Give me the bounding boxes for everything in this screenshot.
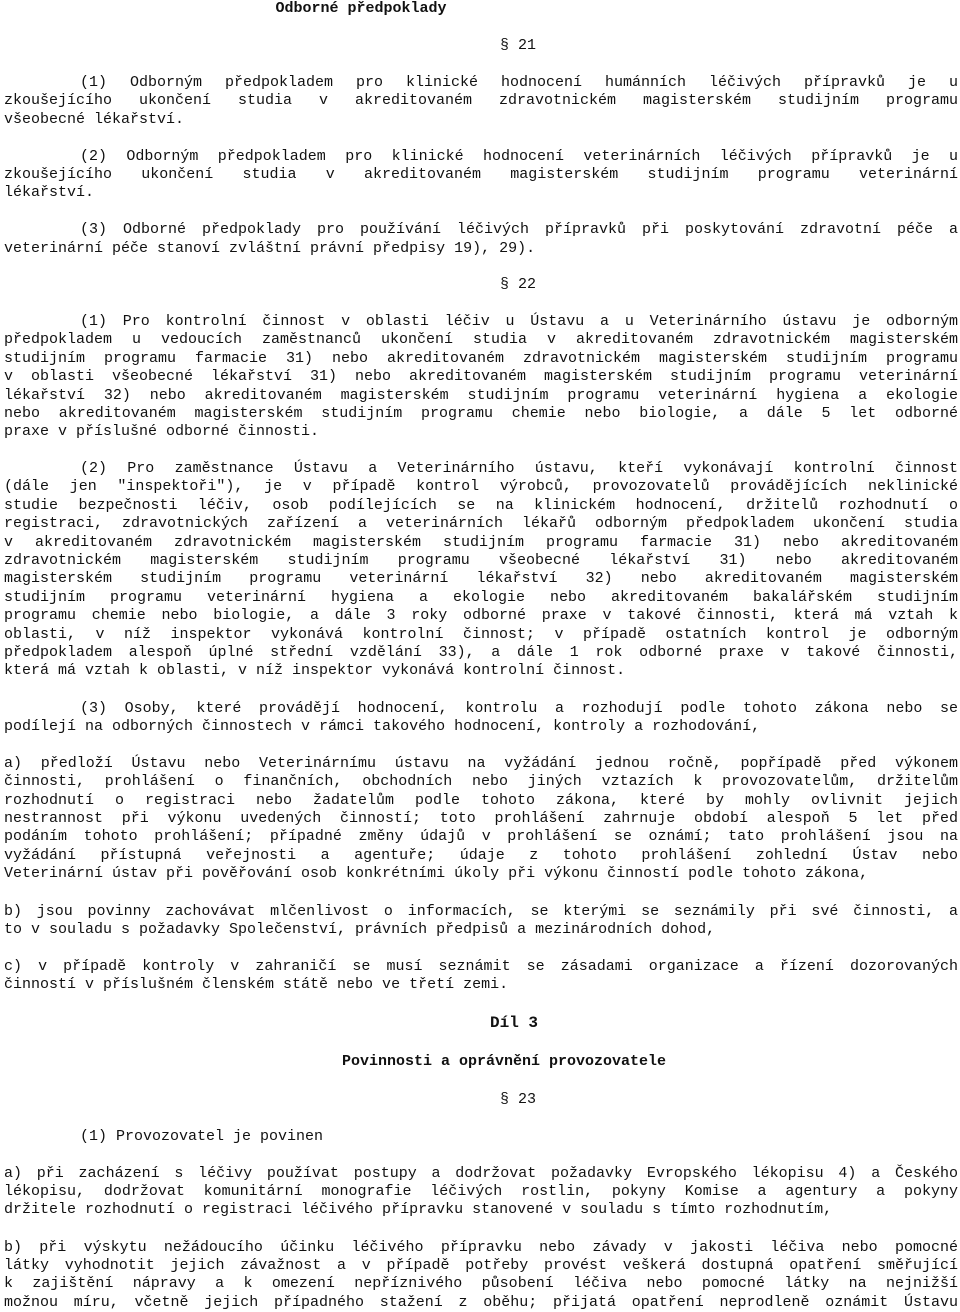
paragraph-line: činnosti, prohlášení o finančních, obchodních nebo jiných vztazích k provozovatelům, držitelům xyxy=(4,773,958,791)
paragraph-line: studijním programu farmacie 31) nebo akreditovaném zdravotnickém magisterském studijním programu xyxy=(4,349,958,367)
paragraph-line: zdravotnickém magisterském studijním programu všeobecné lékařství 31) nebo akreditovaném xyxy=(4,552,958,569)
paragraph-line: praxe v příslušné odborné činnosti. xyxy=(4,423,320,441)
paragraph-line: lékopisu, dodržovat komunitární monografie léčivých rostlin, pokyny Komise a agentury a pokyny xyxy=(4,1183,958,1200)
paragraph-line: předpokladem alespoň úplné střední vzdělání 33), a dále 1 rok odborné praxe v takové činnosti, xyxy=(4,644,958,661)
paragraph-line: (3) Odborné předpoklady pro používání léčivých přípravků při poskytování zdravotní péče a xyxy=(80,221,958,239)
part-subtitle: Povinnosti a oprávnění provozovatele xyxy=(342,1053,667,1070)
paragraph-line: (2) Odborným předpokladem pro klinické hodnocení veterinárních léčivých přípravků je u xyxy=(80,147,958,165)
chapter-heading: Odborné předpoklady xyxy=(275,0,447,17)
paragraph-line: držitele rozhodnutí o registraci léčivého přípravku stanovené v souladu s tímto rozhodnutím, xyxy=(4,1201,833,1219)
paragraph-line: nestrannost při výkonu uvedených činností; toto prohlášení zahrnuje období alespoň 5 let před xyxy=(4,810,958,827)
paragraph-line: která má vztah k oblasti, v níž inspektor vykonává kontrolní činnost. xyxy=(4,662,626,680)
paragraph-line: a) předloží Ústavu nebo Veterinárnímu ústavu na vyžádání jednou ročně, popřípadě před výkonem xyxy=(4,754,958,772)
paragraph-line: b) při výskytu nežádoucího účinku léčivého přípravku nebo závady v jakosti léčiva nebo pomocné xyxy=(4,1238,958,1256)
paragraph-line: činností v příslušném členském státě nebo ve třetí zemi. xyxy=(4,976,509,994)
paragraph-line: podílejí na odborných činnostech v rámci takového hodnocení, kontroly a rozhodování, xyxy=(4,717,761,735)
paragraph-line: oblasti, v níž inspektor vykonává kontrolní činnost; v případě ostatních kontrol je odborným xyxy=(4,625,958,643)
paragraph-line: všeobecné lékařství. xyxy=(4,110,185,128)
paragraph-line: vyžádání přístupná veřejnosti a agentuře; údaje z tohoto prohlášení zohlední Ústav nebo xyxy=(4,846,958,864)
paragraph-line: v oblasti všeobecné lékařství 31) nebo akreditovaném magisterském studijním programu veterinární xyxy=(4,368,958,386)
paragraph-line: v akreditovaném zdravotnickém magisterském studijním programu farmacie 31) nebo akreditovaném xyxy=(4,533,958,551)
paragraph-line: k zajištění nápravy a k omezení nepříznivého působení léčiva nebo pomocné látky na nejnižší xyxy=(4,1275,958,1293)
paragraph-line: podáním tohoto prohlášení; případné změny údajů v prohlášení se oznámí; tato prohlášení jsou na xyxy=(4,828,958,846)
paragraph-line: veterinární péče stanoví zvláštní právní předpisy 19), 29). xyxy=(4,239,536,257)
paragraph-line: c) v případě kontroly v zahraničí se musí seznámit se zásadami organizace a řízení dozorovaných xyxy=(4,958,958,975)
section-21-number: § 21 xyxy=(500,37,537,54)
paragraph-line: možnou míru, včetně jejich případného stažení z oběhu; přijatá opatření neprodleně oznámit Ústavu xyxy=(4,1293,958,1311)
paragraph-line: a) při zacházení s léčivy používat postupy a dodržovat požadavky Evropského lékopisu 4) a Českého xyxy=(4,1164,958,1182)
paragraph-line: lékařství 32) nebo akreditovaném magisterském studijním programu veterinární hygiena a ekologie xyxy=(4,386,958,404)
section-22-number: § 22 xyxy=(500,276,537,293)
paragraph-line: zkoušejícího ukončení studia v akreditovaném zdravotnickém magisterském studijním programu xyxy=(4,92,958,110)
paragraph-line: látky vyhodnotit jejich závažnost a v případě potřeby provést veškerá dostupná opatření směřující xyxy=(4,1256,958,1274)
paragraph-line: předpokladem u vedoucích zaměstnanců ukončení studia v akreditovaném zdravotnickém magisterském xyxy=(4,331,958,349)
paragraph-line: zkoušejícího ukončení studia v akreditovaném magisterském studijním programu veterinární xyxy=(4,166,958,183)
paragraph-line: (dále jen "inspektoři"), je v případě kontrol výrobců, provozovatelů provádějících neklinické xyxy=(4,478,958,496)
paragraph-line: (2) Pro zaměstnance Ústavu a Veterinárního ústavu, kteří vykonávají kontrolní činnost xyxy=(80,460,958,477)
paragraph-line: studijním programu veterinární hygiena a ekologie nebo akreditovaném bakalářském studijním xyxy=(4,588,958,606)
paragraph-line: nebo akreditovaném magisterském studijním programu chemie nebo biologie, a dále 5 let odborné xyxy=(4,405,958,422)
paragraph-line: programu chemie nebo biologie, a dále 3 roky odborné praxe v takové činnosti, která má vztah k xyxy=(4,607,958,625)
paragraph-line: (1) Odborným předpokladem pro klinické hodnocení humánních léčivých přípravků je u xyxy=(80,74,958,91)
paragraph-line: registraci, zdravotnických zařízení a veterinárních lékařů odborným předpokladem ukončení studia xyxy=(4,515,958,533)
paragraph-line: b) jsou povinny zachovávat mlčenlivost o informacích, se kterými se seznámily při své činnosti, a xyxy=(4,902,958,920)
paragraph-line: (1) Pro kontrolní činnost v oblasti léčiv u Ústavu a u Veterinárního ústavu je odborným xyxy=(80,313,958,330)
paragraph-line: rozhodnutí o registraci nebo žadatelům podle tohoto zákona, které by mohly ovlivnit jejich xyxy=(4,791,958,809)
paragraph-line: (1) Provozovatel je povinen xyxy=(80,1128,324,1145)
paragraph-line: (3) Osoby, které provádějí hodnocení, kontrolu a rozhodují podle tohoto zákona nebo se xyxy=(80,699,958,717)
paragraph-line: studie bezpečnosti léčiv, osob podílejících se na klinickém hodnocení, držitelů rozhodnutí o xyxy=(4,496,958,514)
section-23-number: § 23 xyxy=(500,1091,537,1108)
paragraph-line: lékařství. xyxy=(4,184,95,202)
paragraph-line: to v souladu s požadavky Společenství, právních předpisů a mezinárodních dohod, xyxy=(4,920,716,938)
paragraph-line: magisterském studijním programu veterinární lékařství 32) nebo akreditovaném magisterském xyxy=(4,570,958,588)
paragraph-line: Veterinární ústav při pověřování osob konkrétními úkoly při výkonu činností podle tohoto zákona, xyxy=(4,865,869,883)
part-title: Díl 3 xyxy=(490,1014,539,1032)
